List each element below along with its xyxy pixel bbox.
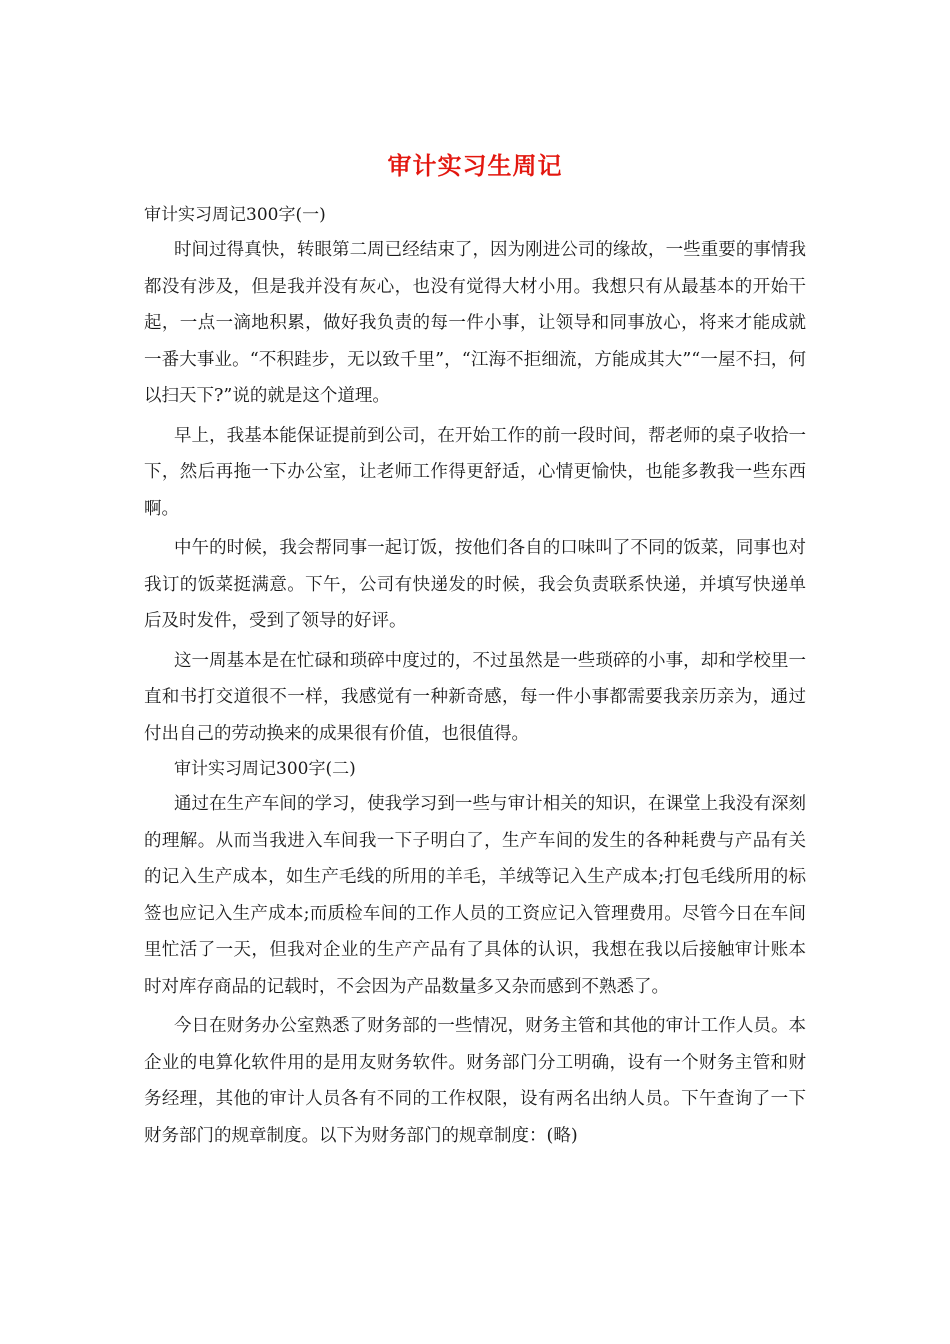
- section-heading-1: 审计实习周记300字(一): [144, 205, 326, 225]
- paragraph: 今日在财务办公室熟悉了财务部的一些情况，财务主管和其他的审计工作人员。本企业的电算化软件用的是用友财务软件。财务部门分工明确，设有一个财务主管和财务经理，其他的审计人员各有不同的工作权限，设有两名出纳人员。下午查询了一下财务部门的规章制度。以下为财务部门的规章制度：(略): [144, 1016, 806, 1146]
- document-title: 审计实习生周记: [387, 151, 563, 180]
- section-heading-2: 审计实习周记300字(二): [174, 759, 356, 779]
- document-body: [144, 198, 806, 1154]
- paragraph: 中午的时候，我会帮同事一起订饭，按他们各自的口味叫了不同的饭菜，同事也对我订的饭菜挺满意。下午，公司有快递发的时候，我会负责联系快递，并填写快递单后及时发件，受到了领导的好评。: [144, 538, 806, 631]
- paragraph: 早上，我基本能保证提前到公司，在开始工作的前一段时间，帮老师的桌子收拾一下，然后再拖一下办公室，让老师工作得更舒适，心情更愉快，也能多教我一些东西啊。: [144, 425, 806, 519]
- paragraph: 时间过得真快，转眼第二周已经结束了，因为刚进公司的缘故，一些重要的事情我都没有涉及，但是我并没有灰心，也没有觉得大材小用。我想只有从最基本的开始干起，一点一滴地积累，做好我负责的每一件小事，让领导和同事放心，将来才能成就一番大事业。“不积跬步，无以致千里”，“江海不拒细流，方能成其大”“一屋不扫，何以扫天下?”说的就是这个道理。: [144, 240, 806, 406]
- paragraph: 这一周基本是在忙碌和琐碎中度过的，不过虽然是一些琐碎的小事，却和学校里一直和书打交道很不一样，我感觉有一种新奇感，每一件小事都需要我亲历亲为，通过付出自己的劳动换来的成果很有价值，也很值得。: [144, 650, 806, 744]
- paragraph: 通过在生产车间的学习，使我学习到一些与审计相关的知识，在课堂上我没有深刻的理解。从而当我进入车间我一下子明白了，生产车间的发生的各种耗费与产品有关的记入生产成本，如生产毛线的所用的羊毛，羊绒等记入生产成本;打包毛线所用的标签也应记入生产成本;而质检车间的工作人员的工资应记入管理费用。尽管今日在车间里忙活了一天，但我对企业的生产产品有了具体的认识，我想在我以后接触审计账本时对库存商品的记载时，不会因为产品数量多又杂而感到不熟悉了。: [144, 794, 806, 997]
